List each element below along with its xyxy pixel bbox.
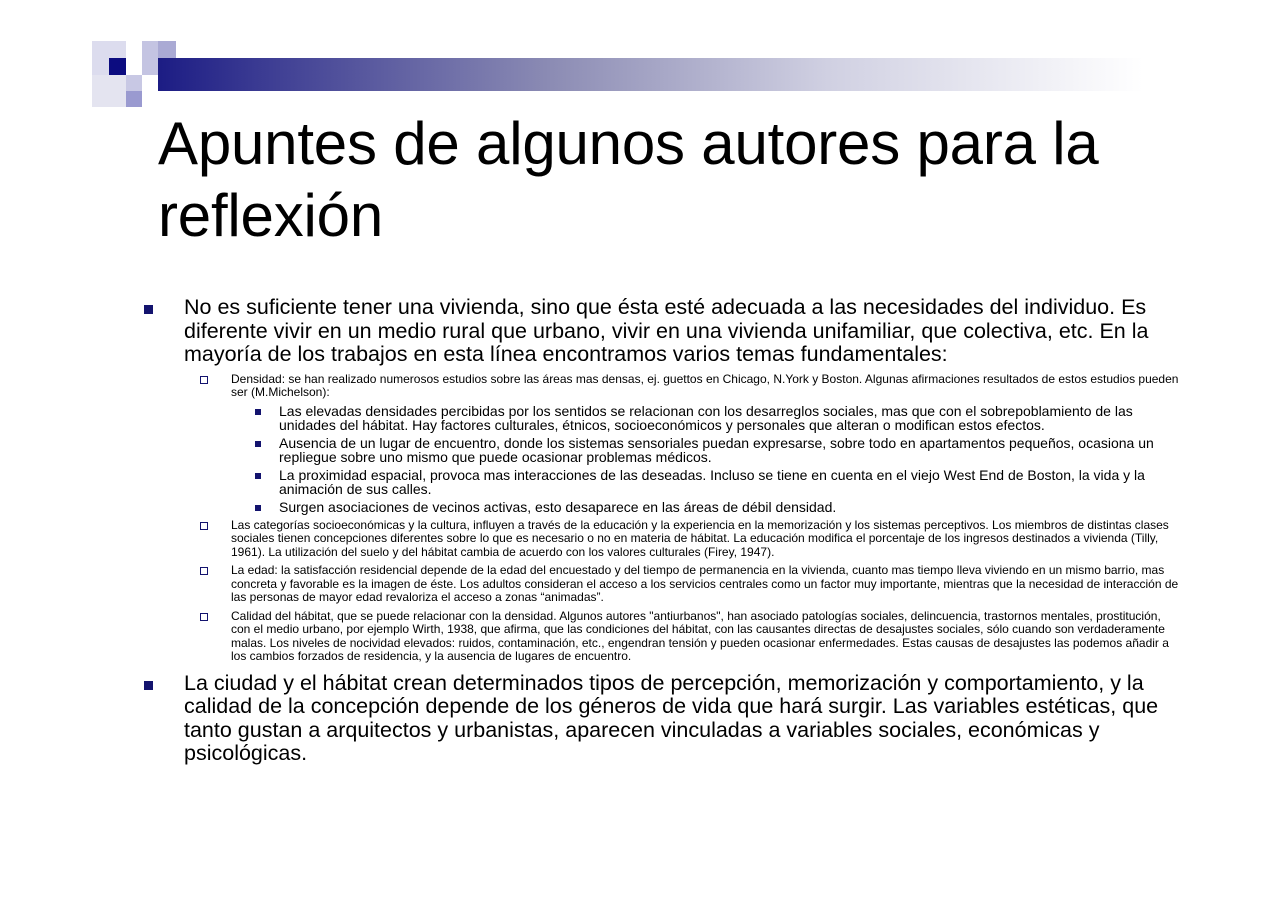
slide-content xyxy=(140,296,1180,774)
header-gradient-bar xyxy=(158,58,1143,91)
sub-bullet-item xyxy=(186,564,1180,605)
hollow-square-bullet-icon xyxy=(200,376,208,384)
sub-sub-bullet-text: La proximidad espacial, provoca mas interacciones de las deseadas. Incluso se tiene en cuenta en el viejo West End de Boston, la vida y la animación de sus calles. xyxy=(279,466,1145,497)
sub-bullet-item xyxy=(186,610,1180,664)
sub-sub-bullet-item xyxy=(234,468,1180,496)
sub-bullet-item xyxy=(186,373,1180,514)
square-bullet-icon xyxy=(144,305,153,314)
bullet-text: No es suficiente tener una vivienda, sino que ésta esté adecuada a las necesidades del individuo. Es diferente vivir en un medio rural que urbano, vivir en una vivienda unifamiliar, que colectiva, etc. En la mayoría de los trabajos en esta línea encontramos varios temas fundamentales: xyxy=(184,295,1149,366)
bullet-list xyxy=(140,296,1180,766)
bullet-item xyxy=(140,296,1180,664)
sub-sub-bullet-text: Ausencia de un lugar de encuentro, donde los sistemas sensoriales puedan expresarse, sobre todo en apartamentos pequeños, ocasiona un repliegue sobre uno mismo que puede ocasionar problemas médicos. xyxy=(279,434,1154,465)
bullet-text: La ciudad y el hábitat crean determinados tipos de percepción, memorización y comportamiento, y la calidad de la concepción depende de los géneros de vida que hará surgir. Las variables estéticas, que tanto gustan a arquitectos y urbanistas, aparecen vinculadas a variables sociales, económicas y psicológicas. xyxy=(184,670,1159,765)
sub-sub-bullet-item xyxy=(234,436,1180,464)
sub-bullet-list xyxy=(186,373,1180,664)
small-square-bullet-icon xyxy=(255,441,261,447)
small-square-bullet-icon xyxy=(255,473,261,479)
sub-bullet-text: La edad: la satisfacción residencial depende de la edad del encuestado y del tiempo de permanencia en la vivienda, cuanto mas tiempo lleva viviendo en un mismo barrio, mas concreta y favorable es la imagen de éste. Los adultos consideran el acceso a los servicios centrales como un factor muy importante, mientras que la necesidad de interacción de las personas de mayor edad revaloriza el acceso a zonas “animadas”. xyxy=(231,563,1179,604)
sub-bullet-text: Densidad: se han realizado numerosos estudios sobre las áreas mas densas, ej. guettos en Chicago, N.York y Boston. Algunas afirmaciones resultados de estos estudios pueden ser (M.Michelson): xyxy=(231,371,1179,399)
sub-sub-bullet-list xyxy=(234,404,1180,514)
sub-sub-bullet-text: Surgen asociaciones de vecinos activas, esto desaparece en las áreas de débil densidad. xyxy=(279,498,837,515)
sub-bullet-text: Calidad del hábitat, que se puede relacionar con la densidad. Algunos autores "antiurbanos", han asociado patologías sociales, delincuencia, trastornos mentales, prostitución, con el medio urbano, por ejemplo Wirth, 1938, que afirma, que las condiciones del hábitat, con las causantes directas de desajustes sociales, sólo cuando son verdaderamente malas. Los niveles de nocividad elevados: ruidos, contaminación, etc., engendran tensión y pueden ocasionar enfermedades. Estas causas de desajustes las podemos añadir a los cambios forzados de residencia, y la ausencia de lugares de encuentro. xyxy=(231,608,1169,663)
sub-bullet-text: Las categorías socioeconómicas y la cultura, influyen a través de la educación y la experiencia en la memorización y los sistemas perceptivos. Los miembros de distintas clases sociales tienen concepciones diferentes sobre lo que es necesario o no en materia de hábitat. La educación modifica el porcentaje de los ingresos destinados a vivienda (Tilly, 1961). La utilización del suelo y del hábitat cambia de acuerdo con los valores culturales (Firey, 1947). xyxy=(231,517,1169,559)
small-square-bullet-icon xyxy=(255,409,261,415)
sub-sub-bullet-item xyxy=(234,404,1180,432)
sub-bullet-item xyxy=(186,519,1180,560)
bullet-item xyxy=(140,672,1180,766)
small-square-bullet-icon xyxy=(255,505,261,511)
hollow-square-bullet-icon xyxy=(200,613,208,621)
sub-sub-bullet-item xyxy=(234,500,1180,514)
slide-title: Apuntes de algunos autores para la reflexión xyxy=(158,110,1099,249)
hollow-square-bullet-icon xyxy=(200,567,208,575)
square-bullet-icon xyxy=(144,681,153,690)
hollow-square-bullet-icon xyxy=(200,522,208,530)
sub-sub-bullet-text: Las elevadas densidades percibidas por los sentidos se relacionan con los desarreglos sociales, mas que con el sobrepoblamiento de las unidades del hábitat. Hay factores culturales, étnicos, socioeconómicos y personales que alteran o modifican estos efectos. xyxy=(279,402,1133,433)
